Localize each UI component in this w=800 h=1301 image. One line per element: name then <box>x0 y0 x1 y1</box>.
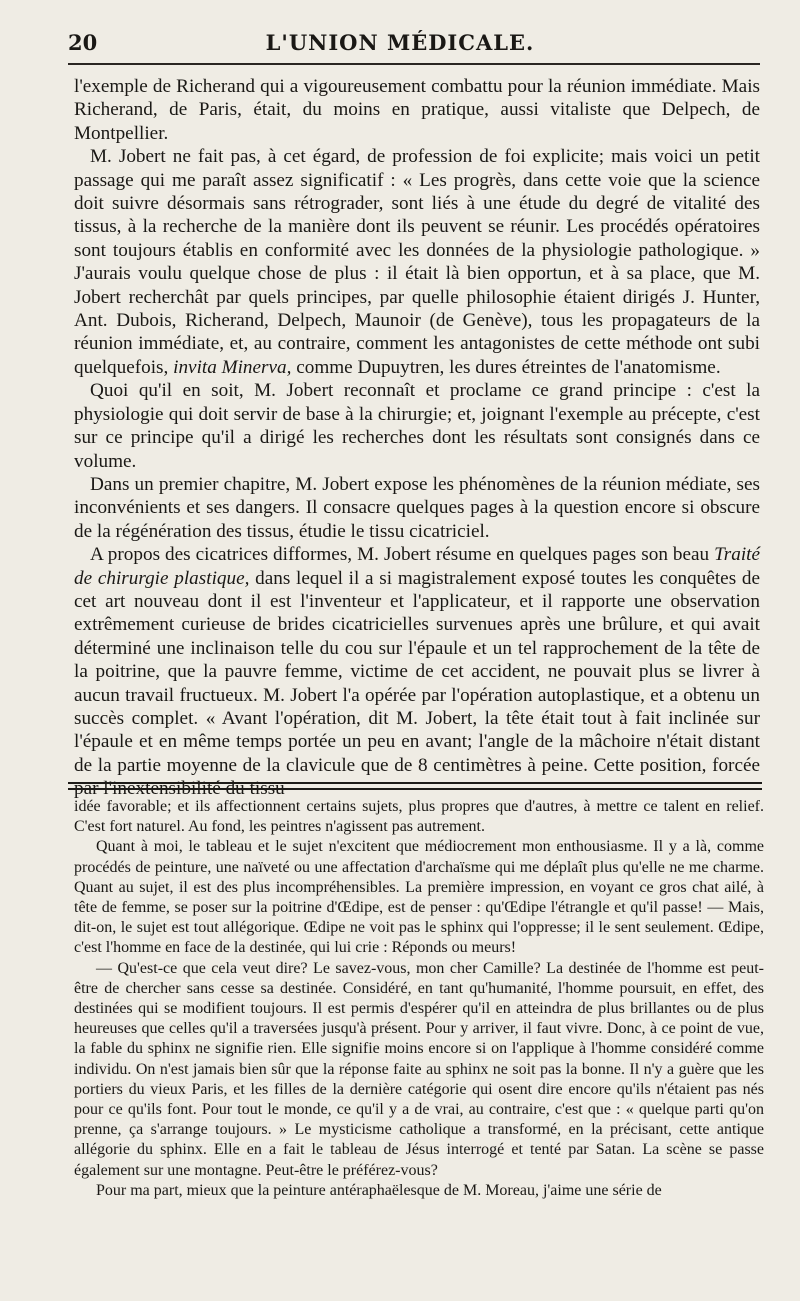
paragraph <box>74 543 760 800</box>
paragraph-text: comme Dupuytren, les dures étreintes de l'anatomisme. <box>296 356 721 378</box>
paragraph <box>74 145 760 379</box>
paragraph <box>74 473 760 543</box>
feuilleton-paragraph: Quant à moi, le tableau et le sujet n'excitent que médiocrement mon enthousiasme. Il y a là, comme procédés de peinture, une naïveté ou une affectation d'archaïsme qui me déplaît plus qu'elle ne me charme. Quant au sujet, il est des plus incompréhensibles. La première impression, en voyant ce gros chat ailé, à tête de femme, se poser sur la poitrine d'Œdipe, est de penser : qu'Œdipe l'étrangle et qu'il passe! — Mais, dit-on, le sujet est tout allégorique. Œdipe ne voit pas le sphinx qui l'oppresse; il le sent seulement. Œdipe, c'est l'homme en face de la destinée, qui lui crie : Réponds ou meurs! <box>74 838 764 957</box>
paragraph-text: Dans un premier chapitre, M. Jobert expose les phénomènes de la réunion médiate, ses inconvénients et ses dangers. Il consacre quelques pages à la question encore si obscure de la régénération des tissus, étudie le tissu cicatriciel. <box>74 473 760 542</box>
paragraph-text: l'exemple de Richerand qui a vigoureusement combattu pour la réunion immédiate. Mais Richerand, de Paris, était, du moins en pratique, aussi vitaliste que Delpech, de Montpellier. <box>74 76 760 144</box>
paragraph-text: Quoi qu'il en soit, M. Jobert reconnaît et proclame ce grand principe : c'est la physiologie qui doit servir de base à la chirurgie; et, joignant l'exemple au précepte, c'est sur ce principe qu'il a dirigé les recherches dont les résultats sont consignés dans ce volume. <box>74 380 760 472</box>
paragraph <box>74 75 760 145</box>
italic-phrase: invita Minerva, <box>173 356 292 378</box>
feuilleton-paragraph: — Qu'est-ce que cela veut dire? Le savez-vous, mon cher Camille? La destinée de l'homme est peut-être de chercher sans cesse sa destinée. Considéré, en tant qu'humanité, l'homme poursuit, en effet, des destinées qui se modifient toujours. Il est permis d'espérer qu'il en atteindra de plus brillantes ou de plus heureuses que celles qu'il a traversées jusqu'à présent. Pour y arriver, il faut vivre. Donc, à ce point de vue, la fable du sphinx ne signifie rien. Elle signifie moins encore si on l'applique à l'homme considéré comme individu. On n'est jamais bien sûr que la réponse faite au sphinx ne soit pas la bonne. Il n'y a guère que les portiers du vieux Paris, et les filles de la dernière catégorie qui osent dire encore qu'ils n'étaient pas nés pour ce qu'ils font. Pour tout le monde, ce qu'il y a de vrai, au contraire, c'est que : « quelque parti qu'on prenne, ça s'arrange toujours. » Le mysticisme catholique a transformé, en la précisant, cette antique allégorie du sphinx. Elle en a fait le tableau de Jésus interrogé et tenté par Satan. La scène se passe également sur une montagne. Peut-être le préférez-vous? <box>74 959 764 1179</box>
paragraph-text: A propos des cicatrices difformes, M. Jobert résume en quelques pages son beau <box>90 544 710 566</box>
feuilleton-paragraph: Pour ma part, mieux que la peinture antéraphaëlesque de M. Moreau, j'aime une série de <box>96 1181 662 1199</box>
main-article-text <box>74 75 761 800</box>
paragraph <box>74 379 760 473</box>
italic-book-title: Traité de chirurgie plastique, <box>74 544 761 589</box>
page-number: 20 <box>68 30 98 55</box>
header-rule <box>68 63 760 65</box>
paragraph-text: dans lequel il a si magistralement exposé toutes les conquêtes de cet art nouveau dont il est l'inventeur et l'applicateur, et il rapporte une observation extrêmement curieuse de brides cicatricielles survenues après une brûlure, et qui avait déterminé une inclinaison telle du cou sur l'épaule et un tel rapprochement de la tête de la poitrine, que la pauvre femme, victime de cet accident, ne pouvait plus se livrer à aucun travail fructueux. M. Jobert l'a opérée par l'opération autoplastique, et a obtenu un succès complet. « Avant l'opération, dit M. Jobert, la tête était tout à fait inclinée sur l'épaule et en même temps portée un peu en avant; l'angle de la mâchoire n'était distant de la partie moyenne de la clavicule que de 8 centimètres à peine. Cette position, forcée par l'inextensibilité du tissu <box>74 567 760 800</box>
feuilleton-separator-rule <box>68 782 762 790</box>
running-head-title: L'UNION MÉDICALE. <box>265 30 535 55</box>
paragraph-text: M. Jobert ne fait pas, à cet égard, de profession de foi explicite; mais voici un petit passage qui me paraît assez significatif : « Les progrès, dans cette voie que la science doit suivre désormais sans rétrograder, sont liés à une étude du degré de vitalité des tissus, à la recherche de la manière dont ils peuvent se réunir. Les procédés opératoires sont toujours établis en conformité avec les données de la physiologie pathologique. » J'aurais voulu quelque chose de plus : il était là bien opportun, et à sa place, que M. Jobert recherchât par quels principes, par quelle philosophie étaient dirigés J. Hunter, Ant. Dubois, Richerand, Delpech, Maunoir (de Genève), tous les propagateurs de la réunion immédiate, et, au contraire, comment les antagonistes de cette méthode ont subi quelquefois, <box>74 146 760 378</box>
feuilleton-text <box>74 797 764 1265</box>
feuilleton-paragraph: idée favorable; et ils affectionnent certains sujets, plus propres que d'autres, à mettre ce talent en relief. C'est fort naturel. Au fond, les peintres n'agissent pas autrement. <box>74 798 764 836</box>
